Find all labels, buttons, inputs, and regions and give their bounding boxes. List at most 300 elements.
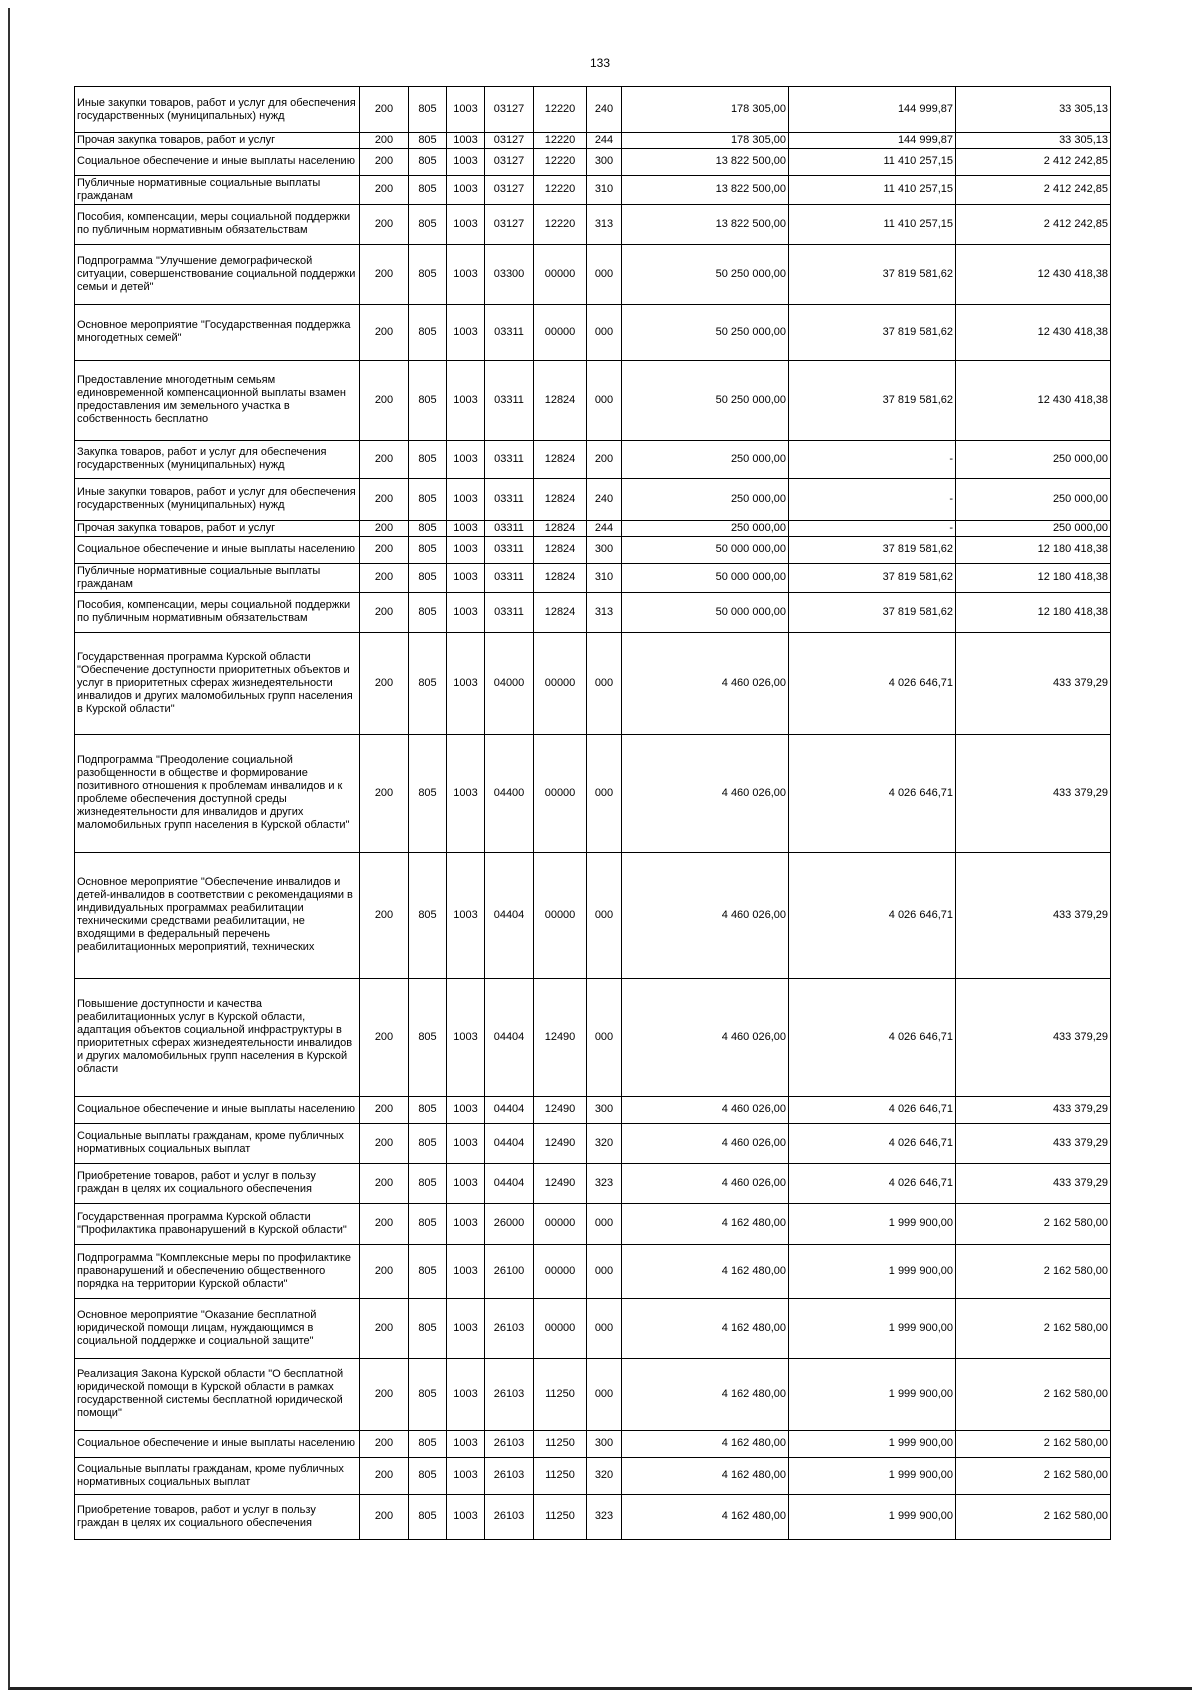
table-row [75, 1123, 1111, 1163]
amount-approved: 4 460 026,00 [622, 1123, 789, 1163]
code-expense-type: 323 [587, 1163, 622, 1203]
code-ministry: 200 [360, 852, 409, 978]
amount-executed: 4 026 646,71 [789, 1096, 956, 1123]
amount-approved: 178 305,00 [622, 133, 789, 149]
code-section: 1003 [447, 536, 485, 563]
amount-executed: 1 999 900,00 [789, 1494, 956, 1539]
code-department: 805 [409, 87, 447, 133]
budget-item-name: Предоставление многодетным семьям единовременной компенсационной выплаты взамен предоставления им земельного участка в собственность бесплатно [75, 360, 360, 440]
code-ministry: 200 [360, 1298, 409, 1358]
amount-executed: 11 410 257,15 [789, 204, 956, 244]
code-section: 1003 [447, 1358, 485, 1430]
code-department: 805 [409, 563, 447, 592]
code-section: 1003 [447, 87, 485, 133]
amount-approved: 50 000 000,00 [622, 592, 789, 632]
amount-executed: 1 999 900,00 [789, 1298, 956, 1358]
code-expense-type: 240 [587, 478, 622, 520]
code-department: 805 [409, 734, 447, 852]
amount-remaining: 2 162 580,00 [956, 1430, 1111, 1457]
amount-approved: 50 000 000,00 [622, 536, 789, 563]
table-row [75, 563, 1111, 592]
code-direction: 12220 [534, 204, 587, 244]
code-direction: 12220 [534, 133, 587, 149]
code-ministry: 200 [360, 1244, 409, 1298]
code-program: 04404 [485, 1163, 534, 1203]
code-expense-type: 313 [587, 204, 622, 244]
budget-item-name: Пособия, компенсации, меры социальной поддержки по публичным нормативным обязательствам [75, 204, 360, 244]
amount-executed: 11 410 257,15 [789, 148, 956, 175]
code-ministry: 200 [360, 978, 409, 1096]
code-expense-type: 320 [587, 1123, 622, 1163]
amount-approved: 4 460 026,00 [622, 1163, 789, 1203]
code-expense-type: 310 [587, 563, 622, 592]
amount-remaining: 12 430 418,38 [956, 304, 1111, 360]
code-ministry: 200 [360, 520, 409, 536]
code-program: 03311 [485, 440, 534, 478]
amount-executed: 1 999 900,00 [789, 1244, 956, 1298]
code-ministry: 200 [360, 632, 409, 734]
amount-approved: 4 162 480,00 [622, 1244, 789, 1298]
amount-executed: 4 026 646,71 [789, 852, 956, 978]
code-expense-type: 320 [587, 1457, 622, 1494]
budget-item-name: Государственная программа Курской области "Обеспечение доступности приоритетных объектов и услуг в приоритетных сферах жизнедеятельности инвалидов и других маломобильных групп населения в Курской области" [75, 632, 360, 734]
budget-item-name: Реализация Закона Курской области "О бесплатной юридической помощи в Курской области в рамках государственной системы бесплатной юридической помощи" [75, 1358, 360, 1430]
code-program: 03311 [485, 520, 534, 536]
amount-approved: 178 305,00 [622, 87, 789, 133]
amount-remaining: 33 305,13 [956, 87, 1111, 133]
amount-approved: 250 000,00 [622, 478, 789, 520]
code-ministry: 200 [360, 360, 409, 440]
code-section: 1003 [447, 978, 485, 1096]
code-direction: 11250 [534, 1494, 587, 1539]
code-department: 805 [409, 852, 447, 978]
amount-executed: 37 819 581,62 [789, 304, 956, 360]
code-section: 1003 [447, 563, 485, 592]
code-direction: 11250 [534, 1457, 587, 1494]
code-program: 03300 [485, 244, 534, 304]
amount-executed: 37 819 581,62 [789, 563, 956, 592]
code-section: 1003 [447, 360, 485, 440]
amount-remaining: 2 412 242,85 [956, 204, 1111, 244]
amount-remaining: 250 000,00 [956, 478, 1111, 520]
code-direction: 00000 [534, 734, 587, 852]
code-direction: 12824 [534, 360, 587, 440]
code-expense-type: 000 [587, 632, 622, 734]
code-department: 805 [409, 440, 447, 478]
code-section: 1003 [447, 304, 485, 360]
budget-item-name: Повышение доступности и качества реабилитационных услуг в Курской области, адаптация объектов социальной инфраструктуры в приоритетных сферах жизнедеятельности инвалидов и других маломобильных групп населения в Курской области [75, 978, 360, 1096]
budget-item-name: Пособия, компенсации, меры социальной поддержки по публичным нормативным обязательствам [75, 592, 360, 632]
code-direction: 00000 [534, 632, 587, 734]
code-direction: 12824 [534, 563, 587, 592]
code-department: 805 [409, 304, 447, 360]
code-ministry: 200 [360, 563, 409, 592]
code-program: 26103 [485, 1430, 534, 1457]
table-row [75, 1494, 1111, 1539]
amount-executed: 37 819 581,62 [789, 536, 956, 563]
code-program: 26103 [485, 1494, 534, 1539]
budget-item-name: Государственная программа Курской области "Профилактика правонарушений в Курской области" [75, 1203, 360, 1244]
amount-approved: 4 460 026,00 [622, 852, 789, 978]
code-ministry: 200 [360, 1163, 409, 1203]
amount-executed: 37 819 581,62 [789, 244, 956, 304]
code-ministry: 200 [360, 204, 409, 244]
table-row [75, 1457, 1111, 1494]
code-direction: 12824 [534, 440, 587, 478]
amount-remaining: 433 379,29 [956, 1096, 1111, 1123]
code-ministry: 200 [360, 175, 409, 204]
table-row [75, 852, 1111, 978]
amount-remaining: 12 430 418,38 [956, 244, 1111, 304]
code-expense-type: 244 [587, 520, 622, 536]
code-direction: 11250 [534, 1430, 587, 1457]
code-expense-type: 300 [587, 148, 622, 175]
table-row [75, 244, 1111, 304]
amount-remaining: 2 162 580,00 [956, 1244, 1111, 1298]
amount-executed: 4 026 646,71 [789, 978, 956, 1096]
budget-item-name: Социальное обеспечение и иные выплаты населению [75, 536, 360, 563]
amount-executed: 4 026 646,71 [789, 1163, 956, 1203]
code-department: 805 [409, 360, 447, 440]
code-expense-type: 300 [587, 536, 622, 563]
code-department: 805 [409, 204, 447, 244]
code-program: 26103 [485, 1298, 534, 1358]
code-expense-type: 000 [587, 852, 622, 978]
amount-approved: 250 000,00 [622, 520, 789, 536]
code-department: 805 [409, 1123, 447, 1163]
code-section: 1003 [447, 852, 485, 978]
amount-executed: 144 999,87 [789, 87, 956, 133]
table-row [75, 478, 1111, 520]
code-section: 1003 [447, 133, 485, 149]
amount-executed: 1 999 900,00 [789, 1203, 956, 1244]
code-section: 1003 [447, 204, 485, 244]
budget-table-body [75, 87, 1111, 1540]
amount-remaining: 33 305,13 [956, 133, 1111, 149]
budget-item-name: Основное мероприятие "Оказание бесплатной юридической помощи лицам, нуждающимся в социальной поддержке и социальной защите" [75, 1298, 360, 1358]
code-expense-type: 240 [587, 87, 622, 133]
code-direction: 00000 [534, 1298, 587, 1358]
code-department: 805 [409, 478, 447, 520]
code-program: 26103 [485, 1457, 534, 1494]
amount-remaining: 2 162 580,00 [956, 1203, 1111, 1244]
code-section: 1003 [447, 244, 485, 304]
amount-executed: 11 410 257,15 [789, 175, 956, 204]
code-expense-type: 300 [587, 1096, 622, 1123]
budget-item-name: Приобретение товаров, работ и услуг в пользу граждан в целях их социального обеспечения [75, 1163, 360, 1203]
budget-item-name: Публичные нормативные социальные выплаты гражданам [75, 563, 360, 592]
amount-remaining: 433 379,29 [956, 734, 1111, 852]
code-direction: 00000 [534, 852, 587, 978]
code-direction: 12220 [534, 148, 587, 175]
code-section: 1003 [447, 520, 485, 536]
code-ministry: 200 [360, 592, 409, 632]
code-section: 1003 [447, 1494, 485, 1539]
budget-item-name: Подпрограмма "Преодоление социальной разобщенности в обществе и формирование позитивного отношения к проблемам инвалидов и к проблеме обеспечения доступной среды жизнедеятельности для инвалидов и других маломобильных групп населения в Курской области" [75, 734, 360, 852]
code-section: 1003 [447, 734, 485, 852]
amount-approved: 4 460 026,00 [622, 632, 789, 734]
code-direction: 00000 [534, 304, 587, 360]
code-expense-type: 200 [587, 440, 622, 478]
code-direction: 12490 [534, 1163, 587, 1203]
code-direction: 12490 [534, 1123, 587, 1163]
code-section: 1003 [447, 1430, 485, 1457]
code-department: 805 [409, 632, 447, 734]
amount-approved: 4 162 480,00 [622, 1358, 789, 1430]
code-program: 26103 [485, 1358, 534, 1430]
budget-item-name: Прочая закупка товаров, работ и услуг [75, 133, 360, 149]
code-department: 805 [409, 175, 447, 204]
code-department: 805 [409, 1430, 447, 1457]
code-expense-type: 000 [587, 1203, 622, 1244]
code-department: 805 [409, 1096, 447, 1123]
code-direction: 12490 [534, 978, 587, 1096]
code-expense-type: 300 [587, 1430, 622, 1457]
table-row [75, 536, 1111, 563]
code-ministry: 200 [360, 1430, 409, 1457]
amount-remaining: 2 162 580,00 [956, 1358, 1111, 1430]
code-direction: 11250 [534, 1358, 587, 1430]
code-ministry: 200 [360, 478, 409, 520]
code-program: 03311 [485, 536, 534, 563]
table-row [75, 1430, 1111, 1457]
table-row [75, 148, 1111, 175]
code-section: 1003 [447, 1163, 485, 1203]
table-row [75, 440, 1111, 478]
page-number: 133 [589, 56, 611, 70]
code-department: 805 [409, 1457, 447, 1494]
code-ministry: 200 [360, 87, 409, 133]
amount-approved: 4 460 026,00 [622, 1096, 789, 1123]
table-row [75, 592, 1111, 632]
budget-item-name: Публичные нормативные социальные выплаты гражданам [75, 175, 360, 204]
code-ministry: 200 [360, 536, 409, 563]
table-row [75, 1358, 1111, 1430]
code-department: 805 [409, 1494, 447, 1539]
code-section: 1003 [447, 1096, 485, 1123]
amount-executed: 37 819 581,62 [789, 360, 956, 440]
amount-remaining: 250 000,00 [956, 440, 1111, 478]
budget-item-name: Социальные выплаты гражданам, кроме публичных нормативных социальных выплат [75, 1123, 360, 1163]
budget-item-name: Основное мероприятие "Обеспечение инвалидов и детей-инвалидов в соответствии с рекомендациями в индивидуальных программах реабилитации техническими средствами реабилитации, не входящими в федеральный перечень реабилитационных мероприятий, технических [75, 852, 360, 978]
code-department: 805 [409, 592, 447, 632]
code-section: 1003 [447, 632, 485, 734]
table-row [75, 1203, 1111, 1244]
budget-item-name: Основное мероприятие "Государственная поддержка многодетных семей" [75, 304, 360, 360]
code-direction: 12220 [534, 87, 587, 133]
code-ministry: 200 [360, 1123, 409, 1163]
budget-item-name: Закупка товаров, работ и услуг для обеспечения государственных (муниципальных) нужд [75, 440, 360, 478]
table-row [75, 1244, 1111, 1298]
amount-remaining: 12 180 418,38 [956, 536, 1111, 563]
amount-remaining: 12 430 418,38 [956, 360, 1111, 440]
code-program: 04404 [485, 1096, 534, 1123]
amount-remaining: 2 412 242,85 [956, 175, 1111, 204]
amount-remaining: 433 379,29 [956, 978, 1111, 1096]
amount-approved: 50 250 000,00 [622, 244, 789, 304]
amount-remaining: 12 180 418,38 [956, 563, 1111, 592]
amount-executed: 144 999,87 [789, 133, 956, 149]
code-department: 805 [409, 133, 447, 149]
code-expense-type: 313 [587, 592, 622, 632]
code-department: 805 [409, 148, 447, 175]
budget-item-name: Прочая закупка товаров, работ и услуг [75, 520, 360, 536]
code-program: 04404 [485, 1123, 534, 1163]
code-section: 1003 [447, 440, 485, 478]
code-ministry: 200 [360, 244, 409, 304]
amount-remaining: 2 162 580,00 [956, 1457, 1111, 1494]
code-expense-type: 310 [587, 175, 622, 204]
code-section: 1003 [447, 148, 485, 175]
budget-item-name: Социальное обеспечение и иные выплаты населению [75, 1096, 360, 1123]
budget-item-name: Иные закупки товаров, работ и услуг для обеспечения государственных (муниципальных) нужд [75, 87, 360, 133]
code-direction: 00000 [534, 1244, 587, 1298]
amount-executed: 4 026 646,71 [789, 734, 956, 852]
amount-approved: 4 162 480,00 [622, 1430, 789, 1457]
code-expense-type: 000 [587, 1358, 622, 1430]
table-row [75, 175, 1111, 204]
budget-item-name: Подпрограмма "Комплексные меры по профилактике правонарушений и обеспечению общественного порядка на территории Курской области" [75, 1244, 360, 1298]
amount-approved: 4 460 026,00 [622, 978, 789, 1096]
amount-executed: 4 026 646,71 [789, 632, 956, 734]
table-row [75, 632, 1111, 734]
code-program: 03311 [485, 478, 534, 520]
code-program: 26000 [485, 1203, 534, 1244]
amount-remaining: 2 412 242,85 [956, 148, 1111, 175]
table-row [75, 734, 1111, 852]
amount-approved: 50 250 000,00 [622, 360, 789, 440]
code-section: 1003 [447, 478, 485, 520]
amount-remaining: 250 000,00 [956, 520, 1111, 536]
code-department: 805 [409, 1244, 447, 1298]
code-program: 03127 [485, 148, 534, 175]
code-program: 03127 [485, 204, 534, 244]
code-department: 805 [409, 1163, 447, 1203]
code-expense-type: 000 [587, 1244, 622, 1298]
code-expense-type: 000 [587, 978, 622, 1096]
budget-item-name: Социальные выплаты гражданам, кроме публичных нормативных социальных выплат [75, 1457, 360, 1494]
code-program: 04404 [485, 852, 534, 978]
code-direction: 00000 [534, 1203, 587, 1244]
amount-approved: 4 162 480,00 [622, 1457, 789, 1494]
amount-executed: 4 026 646,71 [789, 1123, 956, 1163]
code-ministry: 200 [360, 1358, 409, 1430]
code-program: 03311 [485, 592, 534, 632]
code-section: 1003 [447, 175, 485, 204]
code-section: 1003 [447, 1123, 485, 1163]
code-direction: 12824 [534, 520, 587, 536]
code-ministry: 200 [360, 304, 409, 360]
budget-item-name: Иные закупки товаров, работ и услуг для обеспечения государственных (муниципальных) нужд [75, 478, 360, 520]
code-expense-type: 244 [587, 133, 622, 149]
amount-approved: 50 250 000,00 [622, 304, 789, 360]
code-program: 04400 [485, 734, 534, 852]
amount-remaining: 433 379,29 [956, 852, 1111, 978]
code-ministry: 200 [360, 1096, 409, 1123]
amount-approved: 50 000 000,00 [622, 563, 789, 592]
budget-table [74, 86, 1111, 1540]
code-direction: 12220 [534, 175, 587, 204]
amount-approved: 4 460 026,00 [622, 734, 789, 852]
amount-remaining: 12 180 418,38 [956, 592, 1111, 632]
code-program: 03311 [485, 360, 534, 440]
code-ministry: 200 [360, 148, 409, 175]
code-ministry: 200 [360, 133, 409, 149]
amount-remaining: 2 162 580,00 [956, 1298, 1111, 1358]
table-row [75, 1163, 1111, 1203]
code-program: 03127 [485, 87, 534, 133]
amount-remaining: 433 379,29 [956, 1163, 1111, 1203]
code-ministry: 200 [360, 1203, 409, 1244]
amount-approved: 13 822 500,00 [622, 148, 789, 175]
table-row [75, 304, 1111, 360]
code-program: 03311 [485, 304, 534, 360]
code-expense-type: 000 [587, 734, 622, 852]
budget-item-name: Социальное обеспечение и иные выплаты населению [75, 1430, 360, 1457]
code-department: 805 [409, 1358, 447, 1430]
amount-executed: - [789, 440, 956, 478]
code-section: 1003 [447, 592, 485, 632]
code-expense-type: 000 [587, 1298, 622, 1358]
code-department: 805 [409, 536, 447, 563]
amount-approved: 4 162 480,00 [622, 1494, 789, 1539]
code-ministry: 200 [360, 440, 409, 478]
amount-approved: 4 162 480,00 [622, 1203, 789, 1244]
amount-executed: 1 999 900,00 [789, 1358, 956, 1430]
code-direction: 12824 [534, 592, 587, 632]
code-expense-type: 000 [587, 304, 622, 360]
code-section: 1003 [447, 1203, 485, 1244]
table-row [75, 520, 1111, 536]
amount-executed: 1 999 900,00 [789, 1457, 956, 1494]
amount-approved: 13 822 500,00 [622, 175, 789, 204]
amount-executed: - [789, 520, 956, 536]
code-expense-type: 000 [587, 360, 622, 440]
amount-approved: 4 162 480,00 [622, 1298, 789, 1358]
table-row [75, 360, 1111, 440]
code-program: 03127 [485, 175, 534, 204]
amount-executed: 1 999 900,00 [789, 1430, 956, 1457]
code-ministry: 200 [360, 1494, 409, 1539]
code-program: 03127 [485, 133, 534, 149]
code-department: 805 [409, 1203, 447, 1244]
table-row [75, 1096, 1111, 1123]
code-program: 04000 [485, 632, 534, 734]
table-row [75, 978, 1111, 1096]
code-department: 805 [409, 244, 447, 304]
code-program: 03311 [485, 563, 534, 592]
code-direction: 00000 [534, 244, 587, 304]
amount-remaining: 433 379,29 [956, 632, 1111, 734]
code-expense-type: 323 [587, 1494, 622, 1539]
amount-remaining: 433 379,29 [956, 1123, 1111, 1163]
code-department: 805 [409, 978, 447, 1096]
code-direction: 12824 [534, 478, 587, 520]
code-program: 26100 [485, 1244, 534, 1298]
budget-item-name: Приобретение товаров, работ и услуг в пользу граждан в целях их социального обеспечения [75, 1494, 360, 1539]
amount-executed: - [789, 478, 956, 520]
code-expense-type: 000 [587, 244, 622, 304]
table-row [75, 87, 1111, 133]
code-direction: 12824 [534, 536, 587, 563]
amount-approved: 13 822 500,00 [622, 204, 789, 244]
amount-executed: 37 819 581,62 [789, 592, 956, 632]
code-program: 04404 [485, 978, 534, 1096]
code-department: 805 [409, 1298, 447, 1358]
amount-approved: 250 000,00 [622, 440, 789, 478]
code-ministry: 200 [360, 734, 409, 852]
amount-remaining: 2 162 580,00 [956, 1494, 1111, 1539]
